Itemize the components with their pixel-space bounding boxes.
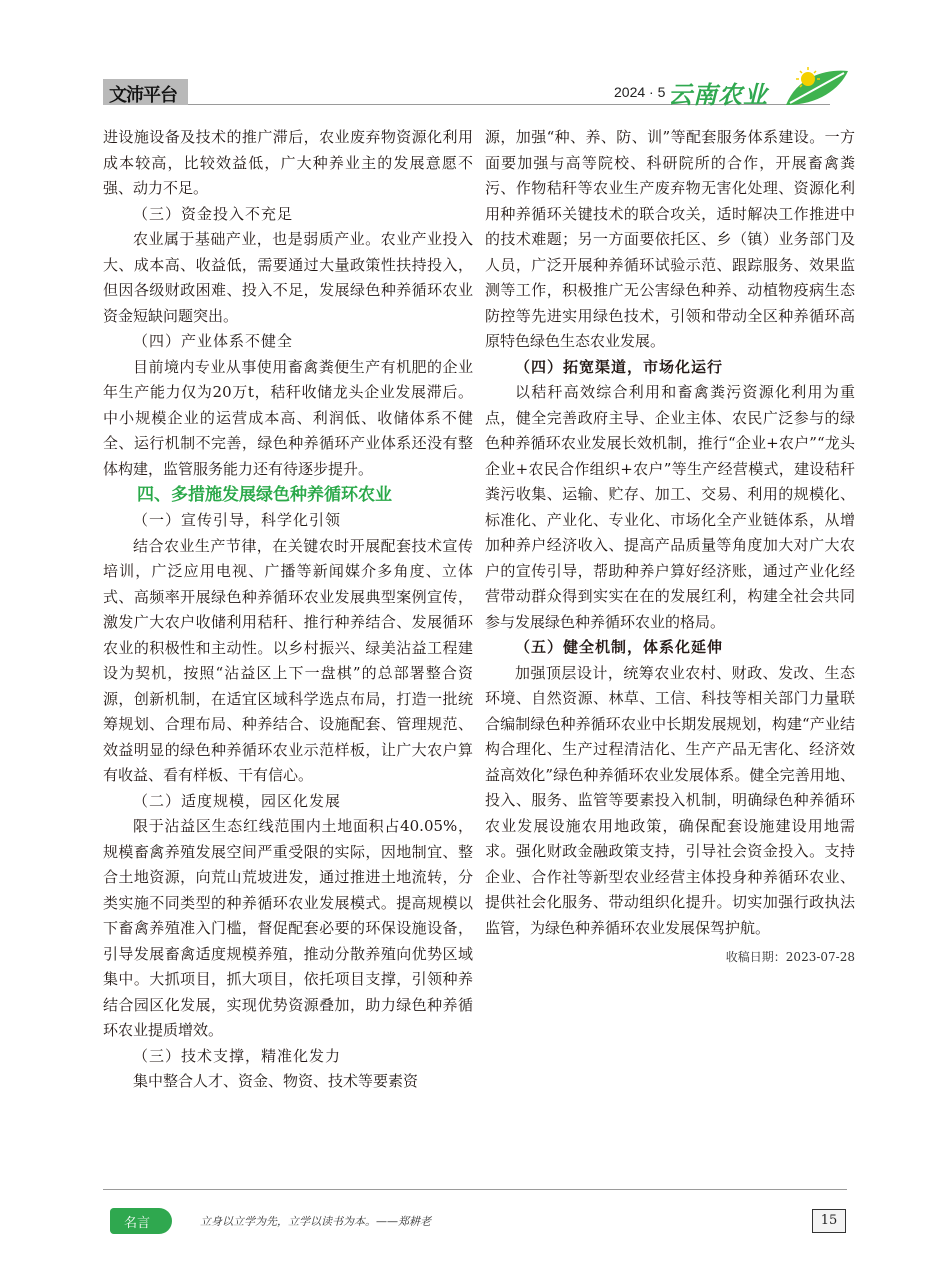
right-column [485,125,855,971]
footer-divider [103,1189,847,1190]
paragraph: 集中整合人才、资金、物资、技术等要素资 [133,1072,419,1090]
section-tag-label: 文沛平台 [109,85,177,106]
subheading: （二）适度规模，园区化发展 [133,791,342,810]
motto-quote: 立身以立学为先，立学以读书为本。——郑耕老 [200,1215,431,1228]
paragraph: 以秸秆高效综合利用和畜禽粪污资源化利用为重点，健全完善政府主导、企业主体、农民广泛参与的绿色种养循环农业发展长效机制，推行“企业+农户”“龙头企业+农民合作组织+农户”等生产经营模式，建设秸秆粪污收集、运输、贮存、加工、交易、利用的规模化、标准化、产业化、专业化、市场化全产业链体系，从增加种养户经济收入、提高产品质量等角度加大对广大农户的宣传引导，帮助种养户算好经济账，通过产业化经营带动群众得到实实在在的发展红利，构建全社会共同参与发展绿色种养循环农业的格局。 [485,383,855,631]
section-tag [103,79,188,105]
motto-badge-label: 名言 [124,1216,151,1231]
subheading: （四）产业体系不健全 [133,332,294,350]
paragraph: 加强顶层设计，统筹农业农村、财政、发改、生态环境、自然资源、林草、工信、科技等相关部门力量联合编制绿色种养循环农业中长期发展规划，构建“产业结构合理化、生产过程清洁化、生产产品无害化、经济效益高效化”绿色种养循环农业发展体系。健全完善用地、投入、服务、监管等要素投入机制，明确绿色种养循环农业发展设施农用地政策，确保配套设施建设用地需求。强化财政金融政策支持，引导社会资金投入。支持企业、合作社等新型农业经营主体投身种养循环农业、提供社会化服务、带动组织化提升。切实加强行政执法监管，为绿色种养循环农业发展保驾护航。 [485,663,855,937]
paragraph: 目前境内专业从事使用畜禽粪便生产有机肥的企业年生产能力仅为20万t，秸秆收储龙头企业发展滞后。中小规模企业的运营成本高、利润低、收储体系不健全、运行机制不完善，绿色种养循环产业体系还没有整体构建，监管服务能力还有待逐步提升。 [103,357,473,478]
page-number: 15 [812,1209,846,1233]
journal-title: 云南农业 [668,80,768,109]
paragraph: 限于沾益区生态红线范围内土地面积占40.05%，规模畜禽养殖发展空间严重受限的实际，因地制宜、整合土地资源，向荒山荒坡进发，通过推进土地流转，分类实施不同类型的种养循环农业发展模式。提高规模以下畜禽养殖准入门槛，督促配套必要的环保设施设备，引导发展畜禽适度规模养殖，推动分散养殖向优势区域集中。大抓项目，抓大项目，依托项目支撑，引领种养结合园区化发展，实现优势资源叠加，助力绿色种养循环农业提质增效。 [103,817,473,1039]
subheading: （三）资金投入不充足 [133,204,294,223]
received-date: 收稿日期：2023-07-28 [725,950,855,964]
subheading: （五）健全机制，体系化延伸 [515,638,724,656]
paragraph: 进设施设备及技术的推广滞后，农业废弃物资源化利用成本较高，比较效益低，广大种养业主的发展意愿不强、动力不足。 [103,128,473,197]
paragraph: 源，加强“种、养、防、训”等配套服务体系建设。一方面要加强与高等院校、科研院所的合作，开展畜禽粪污、作物秸秆等农业生产废弃物无害化处理、资源化利用种养循环关键技术的联合攻关，适时解决工作推进中的技术难题；另一方面要依托区、乡（镇）业务部门及人员，广泛开展种养循环试验示范、跟踪服务、效果监测等工作，积极推广无公害绿色种养、动植物疫病生态防控等先进实用绿色技术，引领和带动全区种养循环高原特色绿色生态农业发展。 [485,128,855,350]
section-heading: 四、多措施发展绿色种养循环农业 [137,485,392,505]
paragraph: 农业属于基础产业，也是弱质产业。农业产业投入大、成本高、收益低，需要通过大量政策性扶持投入，但因各级财政困难、投入不足，发展绿色种养循环农业资金短缺问题突出。 [103,230,473,325]
sun-leaf-logo-icon [778,65,850,107]
subheading: （一）宣传引导，科学化引领 [133,511,342,529]
motto-badge [110,1208,172,1234]
left-column [103,125,473,1095]
subheading: （三）技术支撑，精准化发力 [133,1046,342,1065]
subheading: （四）拓宽渠道，市场化运行 [515,357,724,376]
issue-number: 2024 · 5 [614,84,666,100]
paragraph: 结合农业生产节律，在关键农时开展配套技术宣传培训，广泛应用电视、广播等新闻媒介多角度、立体式、高频率开展绿色种养循环农业发展典型案例宣传，激发广大农户收储利用秸秆、推行种养结合、发展循环农业的积极性和主动性。以乡村振兴、绿美沾益工程建设为契机，按照“沾益区上下一盘棋”的总部署整合资源，创新机制，在适宜区域科学选点布局，打造一批统筹规划、合理布局、种养结合、设施配套、管理规范、效益明显的绿色种养循环农业示范样板，让广大农户算有收益、看有样板、干有信心。 [103,536,473,784]
